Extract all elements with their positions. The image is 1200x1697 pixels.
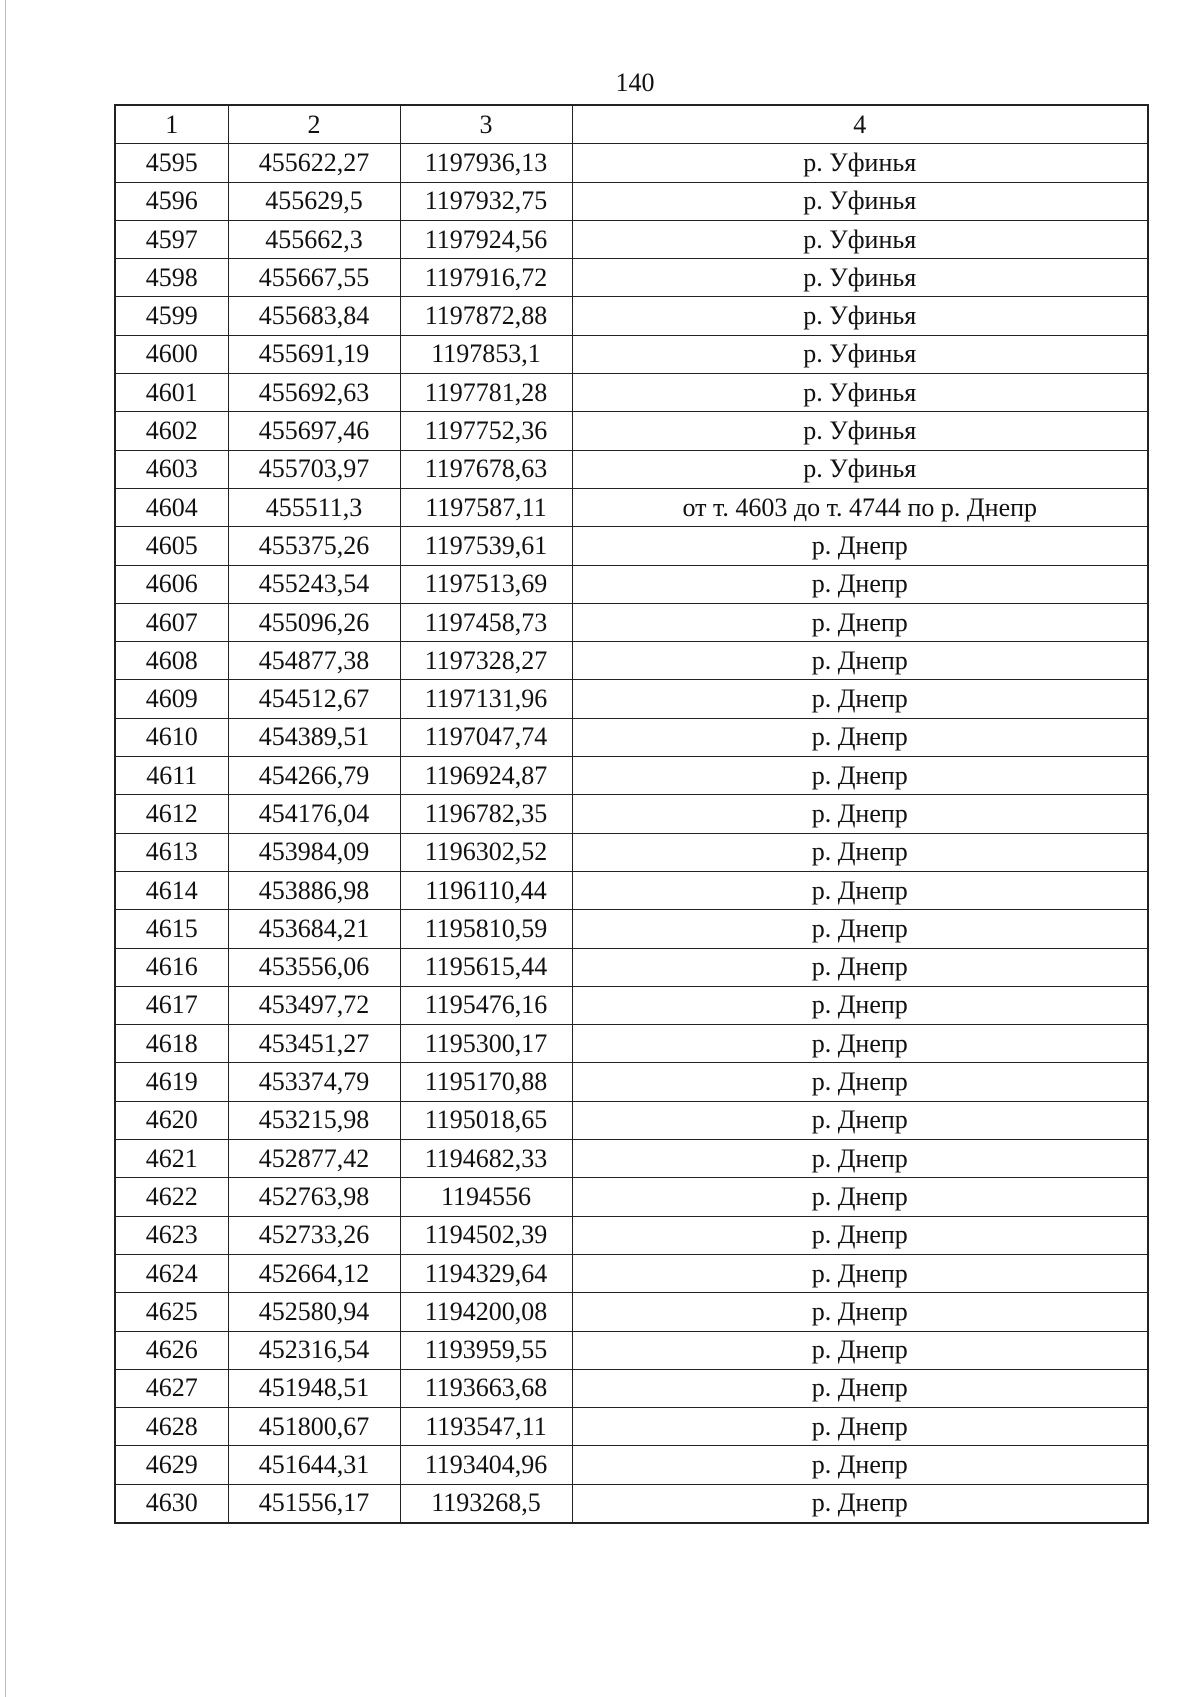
column-header: 1 <box>115 105 228 144</box>
point-number-cell: 4624 <box>115 1254 228 1292</box>
x-coordinate-cell: 454389,51 <box>228 718 400 756</box>
y-coordinate-cell: 1195615,44 <box>400 948 572 986</box>
table-row <box>115 1446 1148 1484</box>
point-number-cell: 4619 <box>115 1063 228 1101</box>
point-number-cell: 4621 <box>115 1140 228 1178</box>
table-row <box>115 297 1148 335</box>
point-number-cell: 4601 <box>115 374 228 412</box>
point-number-cell: 4595 <box>115 144 228 182</box>
point-number-cell: 4618 <box>115 1025 228 1063</box>
y-coordinate-cell: 1197458,73 <box>400 603 572 641</box>
point-number-cell: 4607 <box>115 603 228 641</box>
y-coordinate-cell: 1197924,56 <box>400 220 572 258</box>
description-cell: от т. 4603 до т. 4744 по р. Днепр <box>572 488 1148 526</box>
x-coordinate-cell: 453215,98 <box>228 1101 400 1139</box>
description-cell: р. Днепр <box>572 986 1148 1024</box>
y-coordinate-cell: 1195170,88 <box>400 1063 572 1101</box>
table-row <box>115 182 1148 220</box>
point-number-cell: 4623 <box>115 1216 228 1254</box>
y-coordinate-cell: 1197916,72 <box>400 259 572 297</box>
y-coordinate-cell: 1193268,5 <box>400 1484 572 1523</box>
y-coordinate-cell: 1195018,65 <box>400 1101 572 1139</box>
point-number-cell: 4604 <box>115 488 228 526</box>
y-coordinate-cell: 1197587,11 <box>400 488 572 526</box>
table-row <box>115 374 1148 412</box>
y-coordinate-cell: 1194502,39 <box>400 1216 572 1254</box>
table-row <box>115 680 1148 718</box>
description-cell: р. Днепр <box>572 527 1148 565</box>
description-cell: р. Днепр <box>572 1331 1148 1369</box>
description-cell: р. Днепр <box>572 1446 1148 1484</box>
x-coordinate-cell: 453374,79 <box>228 1063 400 1101</box>
description-cell: р. Днепр <box>572 1178 1148 1216</box>
description-cell: р. Днепр <box>572 833 1148 871</box>
table-row <box>115 871 1148 909</box>
table-row <box>115 603 1148 641</box>
table-row <box>115 450 1148 488</box>
point-number-cell: 4610 <box>115 718 228 756</box>
y-coordinate-cell: 1195810,59 <box>400 910 572 948</box>
y-coordinate-cell: 1197047,74 <box>400 718 572 756</box>
point-number-cell: 4605 <box>115 527 228 565</box>
x-coordinate-cell: 455703,97 <box>228 450 400 488</box>
x-coordinate-cell: 455375,26 <box>228 527 400 565</box>
description-cell: р. Днепр <box>572 718 1148 756</box>
point-number-cell: 4608 <box>115 642 228 680</box>
y-coordinate-cell: 1194556 <box>400 1178 572 1216</box>
column-header: 2 <box>228 105 400 144</box>
point-number-cell: 4626 <box>115 1331 228 1369</box>
description-cell: р. Днепр <box>572 1254 1148 1292</box>
x-coordinate-cell: 453684,21 <box>228 910 400 948</box>
point-number-cell: 4625 <box>115 1293 228 1331</box>
table-row <box>115 910 1148 948</box>
y-coordinate-cell: 1197513,69 <box>400 565 572 603</box>
description-cell: р. Днепр <box>572 948 1148 986</box>
table-row <box>115 1369 1148 1407</box>
table-row <box>115 1331 1148 1369</box>
description-cell: р. Днепр <box>572 1101 1148 1139</box>
y-coordinate-cell: 1196924,87 <box>400 757 572 795</box>
y-coordinate-cell: 1194200,08 <box>400 1293 572 1331</box>
table-header-row <box>115 105 1148 144</box>
point-number-cell: 4614 <box>115 871 228 909</box>
x-coordinate-cell: 453497,72 <box>228 986 400 1024</box>
x-coordinate-cell: 455691,19 <box>228 335 400 373</box>
y-coordinate-cell: 1195300,17 <box>400 1025 572 1063</box>
x-coordinate-cell: 454266,79 <box>228 757 400 795</box>
page-edge-line <box>5 0 6 1697</box>
point-number-cell: 4596 <box>115 182 228 220</box>
y-coordinate-cell: 1197328,27 <box>400 642 572 680</box>
x-coordinate-cell: 452733,26 <box>228 1216 400 1254</box>
description-cell: р. Днепр <box>572 795 1148 833</box>
description-cell: р. Днепр <box>572 910 1148 948</box>
table-row <box>115 220 1148 258</box>
table-row <box>115 795 1148 833</box>
y-coordinate-cell: 1193404,96 <box>400 1446 572 1484</box>
x-coordinate-cell: 453556,06 <box>228 948 400 986</box>
x-coordinate-cell: 455683,84 <box>228 297 400 335</box>
column-header: 4 <box>572 105 1148 144</box>
x-coordinate-cell: 453451,27 <box>228 1025 400 1063</box>
x-coordinate-cell: 454877,38 <box>228 642 400 680</box>
y-coordinate-cell: 1193663,68 <box>400 1369 572 1407</box>
table-row <box>115 527 1148 565</box>
point-number-cell: 4598 <box>115 259 228 297</box>
x-coordinate-cell: 453886,98 <box>228 871 400 909</box>
table-row <box>115 1408 1148 1446</box>
point-number-cell: 4606 <box>115 565 228 603</box>
point-number-cell: 4609 <box>115 680 228 718</box>
table-row <box>115 412 1148 450</box>
y-coordinate-cell: 1194329,64 <box>400 1254 572 1292</box>
x-coordinate-cell: 455622,27 <box>228 144 400 182</box>
x-coordinate-cell: 452316,54 <box>228 1331 400 1369</box>
y-coordinate-cell: 1197678,63 <box>400 450 572 488</box>
y-coordinate-cell: 1197853,1 <box>400 335 572 373</box>
point-number-cell: 4629 <box>115 1446 228 1484</box>
y-coordinate-cell: 1197936,13 <box>400 144 572 182</box>
x-coordinate-cell: 455511,3 <box>228 488 400 526</box>
table-row <box>115 948 1148 986</box>
description-cell: р. Уфинья <box>572 412 1148 450</box>
description-cell: р. Днепр <box>572 680 1148 718</box>
table-row <box>115 1293 1148 1331</box>
point-number-cell: 4600 <box>115 335 228 373</box>
x-coordinate-cell: 454176,04 <box>228 795 400 833</box>
x-coordinate-cell: 452580,94 <box>228 1293 400 1331</box>
point-number-cell: 4602 <box>115 412 228 450</box>
x-coordinate-cell: 455692,63 <box>228 374 400 412</box>
description-cell: р. Днепр <box>572 603 1148 641</box>
point-number-cell: 4611 <box>115 757 228 795</box>
description-cell: р. Днепр <box>572 1408 1148 1446</box>
description-cell: р. Днепр <box>572 757 1148 795</box>
x-coordinate-cell: 455662,3 <box>228 220 400 258</box>
description-cell: р. Уфинья <box>572 297 1148 335</box>
y-coordinate-cell: 1196782,35 <box>400 795 572 833</box>
coordinates-table <box>114 104 1149 1524</box>
x-coordinate-cell: 454512,67 <box>228 680 400 718</box>
x-coordinate-cell: 452877,42 <box>228 1140 400 1178</box>
description-cell: р. Днепр <box>572 1293 1148 1331</box>
x-coordinate-cell: 455243,54 <box>228 565 400 603</box>
point-number-cell: 4617 <box>115 986 228 1024</box>
table-row <box>115 757 1148 795</box>
description-cell: р. Днепр <box>572 1216 1148 1254</box>
point-number-cell: 4627 <box>115 1369 228 1407</box>
x-coordinate-cell: 455096,26 <box>228 603 400 641</box>
point-number-cell: 4599 <box>115 297 228 335</box>
table-row <box>115 1025 1148 1063</box>
description-cell: р. Уфинья <box>572 335 1148 373</box>
point-number-cell: 4628 <box>115 1408 228 1446</box>
table-row <box>115 488 1148 526</box>
point-number-cell: 4612 <box>115 795 228 833</box>
description-cell: р. Уфинья <box>572 259 1148 297</box>
description-cell: р. Днепр <box>572 1369 1148 1407</box>
table-row <box>115 565 1148 603</box>
table-row <box>115 1216 1148 1254</box>
table-row <box>115 1178 1148 1216</box>
point-number-cell: 4597 <box>115 220 228 258</box>
table-row <box>115 1140 1148 1178</box>
point-number-cell: 4603 <box>115 450 228 488</box>
y-coordinate-cell: 1193959,55 <box>400 1331 572 1369</box>
table-row <box>115 1484 1148 1523</box>
x-coordinate-cell: 455629,5 <box>228 182 400 220</box>
y-coordinate-cell: 1197781,28 <box>400 374 572 412</box>
x-coordinate-cell: 451948,51 <box>228 1369 400 1407</box>
x-coordinate-cell: 455697,46 <box>228 412 400 450</box>
point-number-cell: 4613 <box>115 833 228 871</box>
point-number-cell: 4622 <box>115 1178 228 1216</box>
point-number-cell: 4630 <box>115 1484 228 1523</box>
description-cell: р. Днепр <box>572 642 1148 680</box>
description-cell: р. Днепр <box>572 565 1148 603</box>
x-coordinate-cell: 455667,55 <box>228 259 400 297</box>
table-row <box>115 986 1148 1024</box>
description-cell: р. Днепр <box>572 1025 1148 1063</box>
table-row <box>115 642 1148 680</box>
description-cell: р. Днепр <box>572 1140 1148 1178</box>
y-coordinate-cell: 1197131,96 <box>400 680 572 718</box>
description-cell: р. Днепр <box>572 1063 1148 1101</box>
y-coordinate-cell: 1197932,75 <box>400 182 572 220</box>
point-number-cell: 4616 <box>115 948 228 986</box>
y-coordinate-cell: 1193547,11 <box>400 1408 572 1446</box>
y-coordinate-cell: 1197872,88 <box>400 297 572 335</box>
table-row <box>115 1254 1148 1292</box>
description-cell: р. Уфинья <box>572 374 1148 412</box>
table-row <box>115 718 1148 756</box>
y-coordinate-cell: 1194682,33 <box>400 1140 572 1178</box>
description-cell: р. Днепр <box>572 1484 1148 1523</box>
y-coordinate-cell: 1196302,52 <box>400 833 572 871</box>
description-cell: р. Уфинья <box>572 182 1148 220</box>
y-coordinate-cell: 1197752,36 <box>400 412 572 450</box>
table-body <box>115 144 1148 1523</box>
page-number: 140 <box>615 68 655 97</box>
y-coordinate-cell: 1195476,16 <box>400 986 572 1024</box>
x-coordinate-cell: 451644,31 <box>228 1446 400 1484</box>
table-row <box>115 1063 1148 1101</box>
description-cell: р. Днепр <box>572 871 1148 909</box>
table-row <box>115 259 1148 297</box>
table-row <box>115 335 1148 373</box>
x-coordinate-cell: 453984,09 <box>228 833 400 871</box>
y-coordinate-cell: 1197539,61 <box>400 527 572 565</box>
point-number-cell: 4615 <box>115 910 228 948</box>
y-coordinate-cell: 1196110,44 <box>400 871 572 909</box>
point-number-cell: 4620 <box>115 1101 228 1139</box>
table-row <box>115 144 1148 182</box>
x-coordinate-cell: 452664,12 <box>228 1254 400 1292</box>
x-coordinate-cell: 451556,17 <box>228 1484 400 1523</box>
x-coordinate-cell: 451800,67 <box>228 1408 400 1446</box>
description-cell: р. Уфинья <box>572 220 1148 258</box>
column-header: 3 <box>400 105 572 144</box>
description-cell: р. Уфинья <box>572 144 1148 182</box>
x-coordinate-cell: 452763,98 <box>228 1178 400 1216</box>
table-row <box>115 833 1148 871</box>
table-row <box>115 1101 1148 1139</box>
description-cell: р. Уфинья <box>572 450 1148 488</box>
